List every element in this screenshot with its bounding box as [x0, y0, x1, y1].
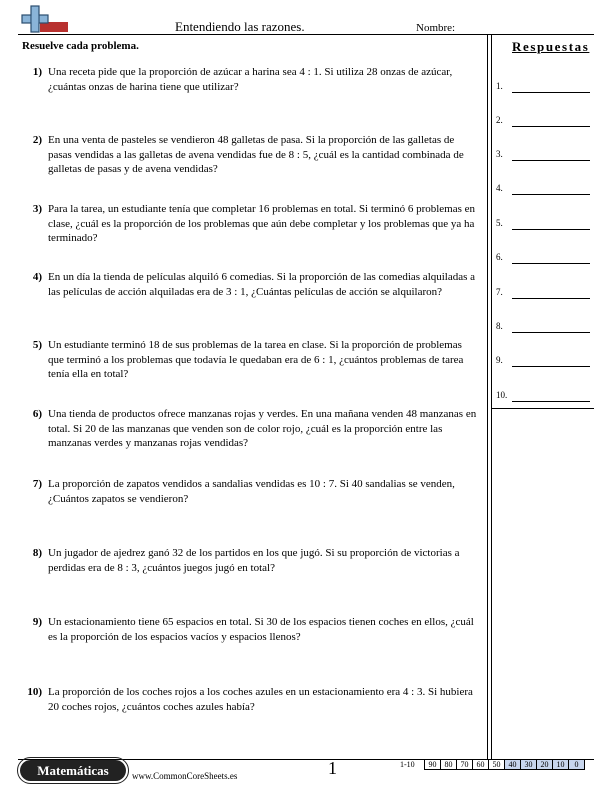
problem-number: 7) — [32, 478, 42, 490]
score-cell: 80 — [440, 759, 457, 770]
page-title: Entendiendo las razones. — [175, 19, 305, 34]
answer-line-3[interactable] — [496, 149, 596, 163]
problem-number: 3) — [32, 203, 42, 215]
answer-number: 2. — [496, 115, 503, 125]
problem-number: 2) — [32, 134, 42, 146]
instructions: Resuelve cada problema. — [22, 40, 139, 52]
answer-number: 9. — [496, 355, 503, 365]
answer-number: 8. — [496, 321, 503, 331]
problem-number: 4) — [32, 271, 42, 283]
answer-line-1[interactable] — [496, 81, 596, 95]
brand-label: Matemáticas — [37, 763, 109, 778]
answer-number: 4. — [496, 183, 503, 193]
score-cell: 70 — [456, 759, 473, 770]
answer-blank[interactable] — [512, 160, 590, 161]
answer-number: 1. — [496, 81, 503, 91]
score-range-label: 1-10 — [400, 760, 415, 769]
score-cell: 10 — [552, 759, 569, 770]
answer-number: 7. — [496, 287, 503, 297]
problem-number: 5) — [32, 339, 42, 351]
answer-blank[interactable] — [512, 401, 590, 402]
problem-number: 1) — [32, 66, 42, 78]
name-label: Nombre: — [416, 22, 456, 34]
answer-column-divider-inner — [491, 35, 492, 760]
problem-text: Una tienda de productos ofrece manzanas rojas y verdes. En una mañana venden 48 manzanas en total. Si 20 de las manzanas que venden son de color rojo, ¿cuál es la proporción entre las manzanas verdes y manzanas rojas vendidas? — [48, 408, 477, 449]
answer-line-4[interactable] — [496, 183, 596, 197]
problem-text: Para la tarea, un estudiante tenía que completar 16 problemas en total. Si terminó 6 problemas en clase, ¿cuál es la proporción de los problemas que aún debe completar y los problemas que ya ha terminado? — [48, 203, 476, 244]
problem-text: La proporción de zapatos vendidos a sandalias vendidas es 10 : 7. Si 40 sandalias se venden, ¿Cuántos zapatos se vendieron? — [48, 478, 455, 505]
answer-line-9[interactable] — [496, 355, 596, 369]
answer-blank[interactable] — [512, 92, 590, 93]
site-url: www.CommonCoreSheets.es — [132, 771, 238, 781]
score-cell: 60 — [472, 759, 489, 770]
problem-text: En un día la tienda de películas alquiló 6 comedias. Si la proporción de las comedias alquiladas a las películas de acción alquiladas era de 3 : 1, ¿Cuántas películas de acción se alquilaron? — [48, 271, 476, 298]
page-number: 1 — [328, 758, 337, 778]
score-cell: 20 — [536, 759, 553, 770]
score-cell: 30 — [520, 759, 537, 770]
answer-line-5[interactable] — [496, 218, 596, 232]
score-cell: 50 — [488, 759, 505, 770]
brand-badge — [20, 760, 126, 781]
problem-text: Un estudiante terminó 18 de sus problemas de la tarea en clase. Si la proporción de problemas que terminó a los problemas que todavía le quedaban era de 6 : 1, ¿cuántos problemas de tarea tenía ella en total? — [48, 339, 464, 380]
problem-text: Un jugador de ajedrez ganó 32 de los partidos en los que jugó. Si su proporción de victorias a perdidas era de 8 : 3, ¿cuántos juegos jugó en total? — [48, 547, 460, 574]
score-cell: 90 — [424, 759, 441, 770]
answer-number: 3. — [496, 149, 503, 159]
answer-column-divider — [487, 35, 488, 760]
answer-blank[interactable] — [512, 332, 590, 333]
answer-blank[interactable] — [512, 263, 590, 264]
answer-blank[interactable] — [512, 229, 590, 230]
answer-line-10[interactable] — [496, 390, 596, 404]
problem-number: 10) — [27, 686, 42, 698]
math-symbols-logo-icon — [18, 5, 72, 35]
answer-line-8[interactable] — [496, 321, 596, 335]
answer-blank[interactable] — [512, 366, 590, 367]
problem-text: En una venta de pasteles se vendieron 48 galletas de pasa. Si la proporción de las galletas de pasas vendidas a las galletas de avena vendidas fue de 8 : 5, ¿cuál es la cantidad combinada de galletas de pasas y de avena vendidas? — [48, 134, 464, 175]
answer-line-2[interactable] — [496, 115, 596, 129]
problem-number: 8) — [32, 547, 42, 559]
answer-blank[interactable] — [512, 194, 590, 195]
answer-line-7[interactable] — [496, 287, 596, 301]
score-scale — [399, 759, 585, 770]
answer-blank[interactable] — [512, 298, 590, 299]
problem-number: 6) — [32, 408, 42, 420]
answer-number: 5. — [496, 218, 503, 228]
problem-number: 9) — [32, 616, 42, 628]
problem-text: Una receta pide que la proporción de azúcar a harina sea 4 : 1. Si utiliza 28 onzas de azúcar, ¿cuántas onzas de harina tiene que utilizar? — [48, 66, 453, 93]
problem-text: La proporción de los coches rojos a los coches azules en un estacionamiento era 4 : 3. Si hubiera 20 coches rojos, ¿cuántos coches azules había? — [48, 686, 473, 713]
answers-bottom-divider — [491, 408, 594, 409]
answer-number: 6. — [496, 252, 503, 262]
score-cell: 0 — [568, 759, 585, 770]
score-cell: 40 — [504, 759, 521, 770]
answer-line-6[interactable] — [496, 252, 596, 266]
problem-text: Un estacionamiento tiene 65 espacios en total. Si 30 de los espacios tienen coches en ellos, ¿cuál es la proporción de los espacios vacíos y espacios llenos? — [48, 616, 474, 643]
answer-number: 10. — [496, 390, 508, 400]
answer-blank[interactable] — [512, 126, 590, 127]
header-divider — [18, 34, 594, 35]
answers-heading: Respuestas — [512, 39, 590, 54]
